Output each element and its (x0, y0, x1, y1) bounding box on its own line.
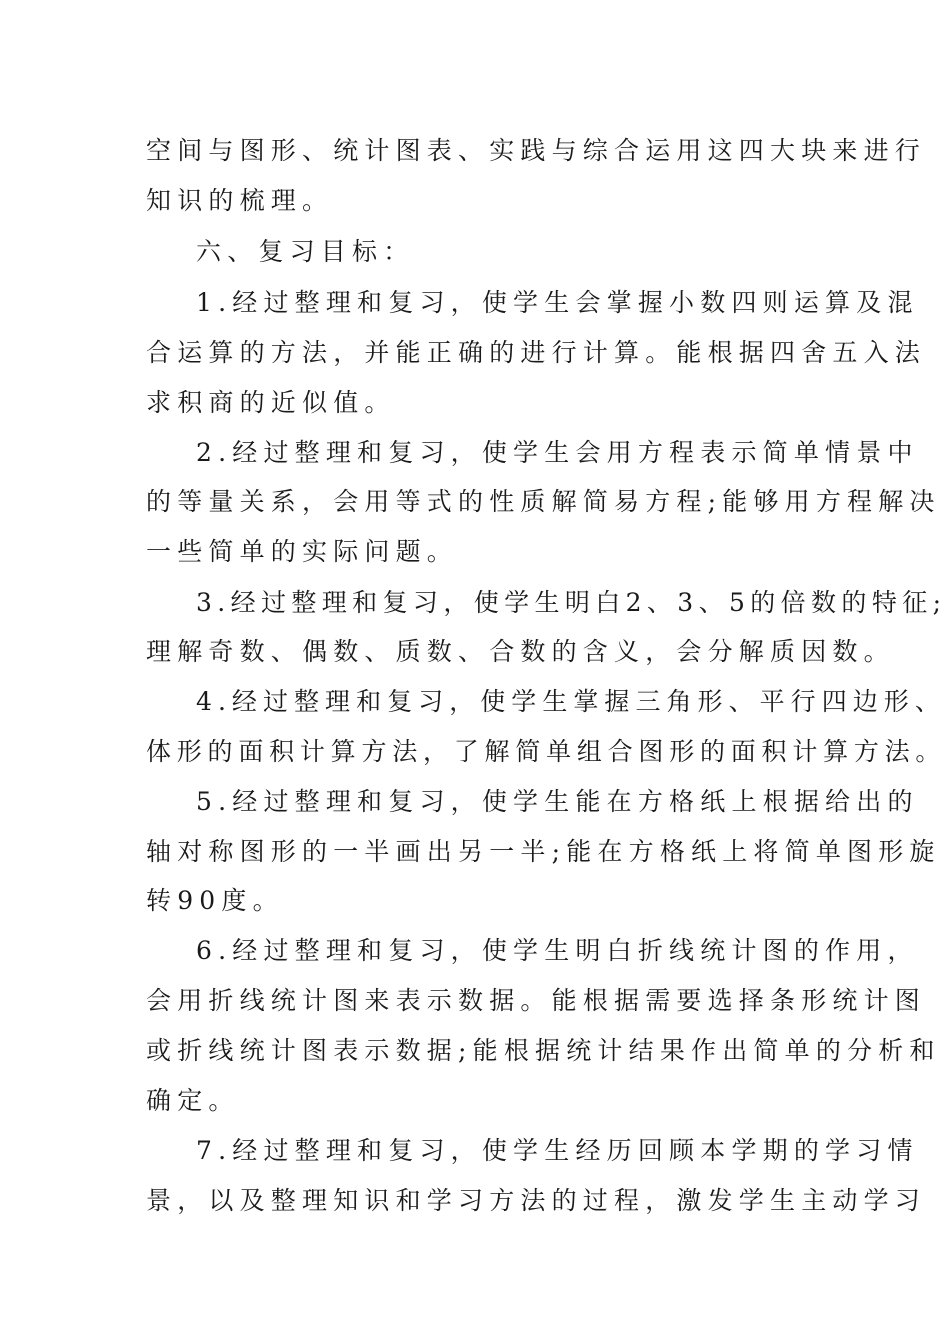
text-line: 的等量关系，会用等式的性质解简易方程;能够用方程解决 (146, 487, 941, 516)
text-line: 6.经过整理和复习，使学生明白折线统计图的作用， (196, 936, 919, 965)
text-line: 理解奇数、偶数、质数、合数的含义，会分解质因数。 (146, 637, 895, 666)
text-line: 会用折线统计图来表示数据。能根据需要选择条形统计图 (146, 986, 927, 1015)
text-line: 确定。 (146, 1086, 240, 1115)
text-line: 体形的面积计算方法，了解简单组合图形的面积计算方法。 (146, 737, 947, 766)
text-line: 5.经过整理和复习，使学生能在方格纸上根据给出的 (196, 787, 919, 816)
text-line: 转90度。 (146, 886, 284, 915)
text-line: 3.经过整理和复习，使学生明白2、3、5的倍数的特征; (196, 588, 947, 617)
text-line: 求积商的近似值。 (146, 388, 396, 417)
text-line: 7.经过整理和复习，使学生经历回顾本学期的学习情 (196, 1136, 919, 1165)
text-line: 一些简单的实际问题。 (146, 537, 459, 566)
text-line: 或折线统计图表示数据;能根据统计结果作出简单的分析和 (146, 1036, 941, 1065)
text-line: 4.经过整理和复习，使学生掌握三角形、平行四边形、 (196, 687, 946, 716)
text-line: 轴对称图形的一半画出另一半;能在方格纸上将简单图形旋 (146, 837, 941, 866)
section-heading: 六、复习目标： (196, 237, 415, 266)
text-line: 空间与图形、统计图表、实践与综合运用这四大块来进行 (146, 136, 927, 165)
text-line: 合运算的方法，并能正确的进行计算。能根据四舍五入法 (146, 338, 927, 367)
text-line: 2.经过整理和复习，使学生会用方程表示简单情景中 (196, 438, 919, 467)
text-line: 景，以及整理知识和学习方法的过程，激发学生主动学习 (146, 1186, 927, 1215)
text-line: 1.经过整理和复习，使学生会掌握小数四则运算及混 (196, 288, 919, 317)
text-line: 知识的梳理。 (146, 186, 334, 215)
